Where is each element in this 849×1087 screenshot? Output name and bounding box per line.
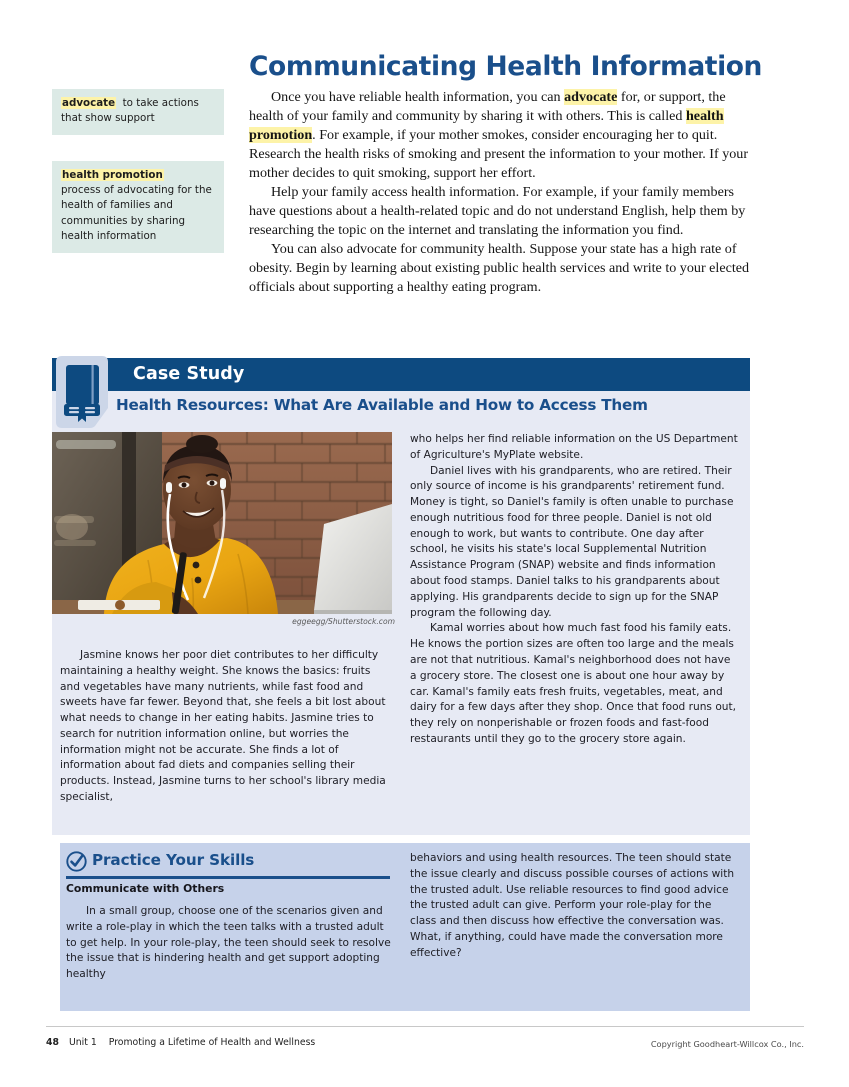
body-paragraph xyxy=(249,183,754,240)
glossary-term: health promotion xyxy=(62,169,163,181)
glossary-definition: process of advocating for the health of families and communities by sharing health information xyxy=(61,184,212,242)
check-circle-icon xyxy=(66,851,87,872)
page-title: Communicating Health Information xyxy=(249,51,763,82)
body-paragraph xyxy=(249,88,754,183)
body-text-run: You can also advocate for community health. Suppose your state has a high rate of obesity. Begin by learning about existing public health services and write to your elected officials about supporting a healthy eating program. xyxy=(249,240,750,295)
case-study-left-column xyxy=(60,648,387,806)
body-text-run: Help your family access health information. For example, if your family members have questions about a health-related topic and do not understand English, help them by researching the topic on the internet and translating the information you find. xyxy=(249,183,746,238)
practice-left-paragraph: In a small group, choose one of the scenarios given and write a role-play in which the teen talks with a trusted adult to get help. In your role-play, the teen should seek to resolve the issue that is hindering health and get support adopting healthy xyxy=(66,905,391,981)
case-study-paragraph: Daniel lives with his grandparents, who are retired. Their only source of income is his grandparents' retirement fund. Money is tight, so Daniel's family is often unable to purchase enough nutritious food for three people. Daniel is not old enough to work, but wants to contribute. One day after school, he visits his state's local Supplemental Nutrition Assistance Program (SNAP) website and finds information about food stamps. Daniel talks to his grandparents about applying. His grandparents decide to sign up for the SNAP program the following day. xyxy=(410,464,734,619)
practice-right-column xyxy=(410,851,740,961)
body-text-column xyxy=(249,88,754,296)
practice-heading-rule xyxy=(66,876,390,879)
highlighted-term: health promotion xyxy=(249,107,724,143)
photo-credit: eggeegg/Shutterstock.com xyxy=(292,617,395,626)
footer-unit: Unit 1 xyxy=(68,1037,97,1048)
case-study-paragraph: who helps her find reliable information on the US Department of Agriculture's MyPlate website. xyxy=(410,433,738,461)
case-study-paragraph: Kamal worries about how much fast food his family eats. He knows the portion sizes are often too large and the meals are not that nutritious. Kamal's neighborhood does not have a grocery store. The closest one is about one hour away by car. Kamal's family eats fresh fruits, vegetables, meat, and dairy for a few days after they shop. Once that food runs out, they rely on nonperishable or frozen foods and fast-food restaurants until they go to the grocery store again. xyxy=(410,622,737,745)
glossary-term: advocate xyxy=(62,97,116,109)
body-paragraph xyxy=(249,240,754,297)
glossary-box-health-promotion xyxy=(52,161,224,253)
practice-left-column xyxy=(66,904,393,983)
practice-right-paragraph: behaviors and using health resources. The teen should state the issue clearly and discuss possible courses of actions with the trusted adult. Use reliable resources to find good advice the trusted adult can give. Perform your role-play for the class and then discuss how effective the conversation was. What, if anything, could have made the conversation more effective? xyxy=(410,852,735,959)
body-text-run: Once you have reliable health information, you can xyxy=(271,89,565,105)
body-text-run: . For example, if your mother smokes, consider encouraging her to quit. Research the health risks of smoking and present the information to your mother. If your mother decides to quit smoking, support her effort. xyxy=(249,126,749,181)
glossary-definition: to take actions that show support xyxy=(61,97,199,125)
highlighted-term: advocate xyxy=(564,89,618,105)
practice-your-skills-heading: Practice Your Skills xyxy=(92,851,255,869)
page-number: 48 xyxy=(46,1037,59,1048)
case-study-subtitle: Health Resources: What Are Available and How to Access Them xyxy=(116,396,648,414)
practice-subheading: Communicate with Others xyxy=(66,882,225,895)
footer-left xyxy=(46,1037,315,1048)
book-icon xyxy=(56,356,108,428)
body-text-run: for, or support, the health of your family and community by sharing it with others. This is called xyxy=(249,89,726,124)
case-study-paragraph: Jasmine knows her poor diet contributes to her difficulty maintaining a healthy weight. She knows the basics: fruits and vegetables have many nutrients, while fast food and sweets have far fewer. Beyond that, she feels a bit lost about what needs to change in her eating habits. Jasmine tries to search for nutrition information online, but worries the information might not be accurate. She finds a lot of information about fad diets and companies selling their products. Instead, Jasmine turns to her school's library media specialist, xyxy=(60,649,386,804)
case-study-photo xyxy=(52,432,392,614)
footer-copyright: Copyright Goodheart-Willcox Co., Inc. xyxy=(650,1039,804,1049)
footer-divider xyxy=(46,1026,804,1027)
case-study-title: Case Study xyxy=(133,364,245,384)
case-study-right-column xyxy=(410,432,740,748)
footer-unit-title: Promoting a Lifetime of Health and Wellness xyxy=(108,1037,316,1048)
glossary-box-advocate xyxy=(52,89,224,135)
